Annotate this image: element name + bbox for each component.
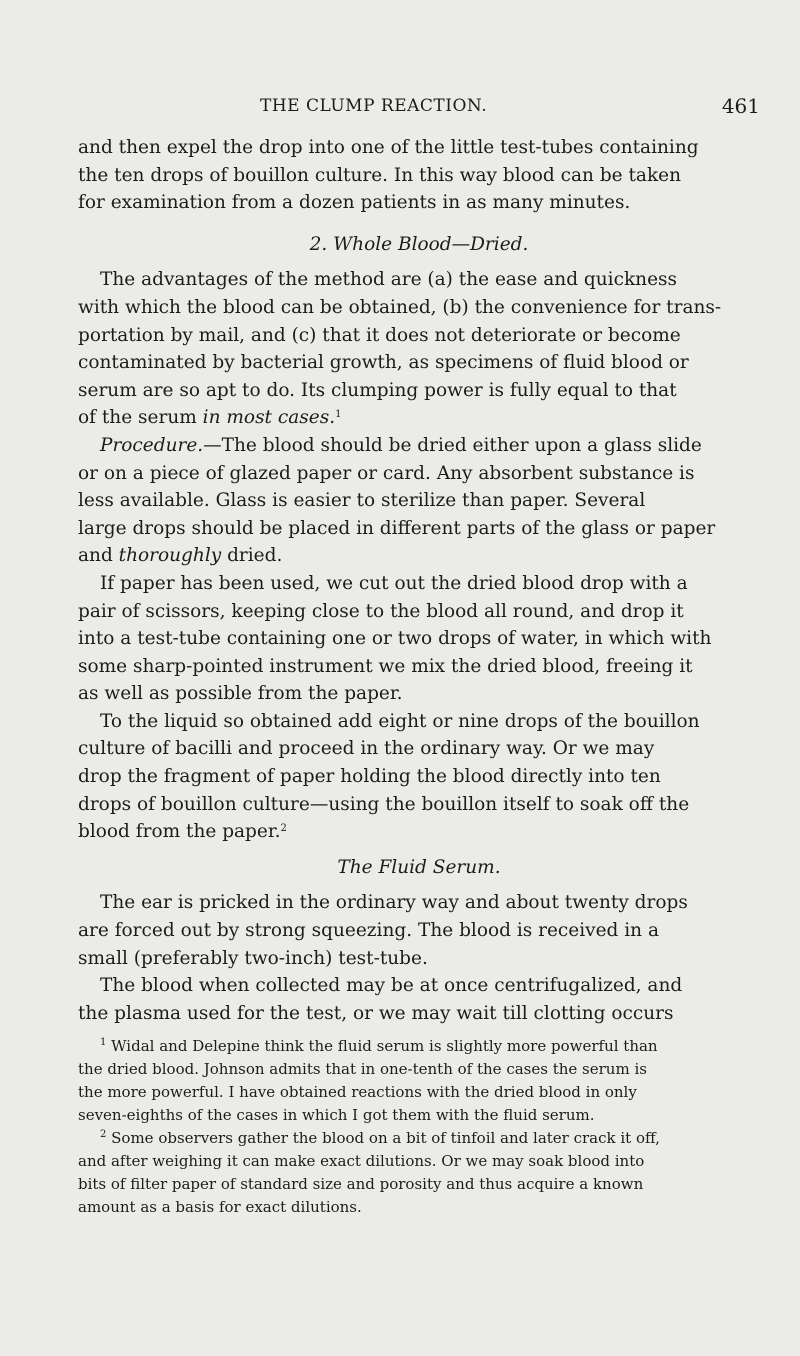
text-line: contaminated by bacterial growth, as specimens of fluid blood or [78, 352, 689, 374]
footnote-line: $^1$ Widal and Delepine think the fluid serum is slightly more powerful than [100, 1037, 658, 1056]
running-title: THE CLUMP REACTION. [260, 96, 488, 116]
footnote-line: the more powerful. I have obtained reactions with the dried blood in only [78, 1083, 637, 1102]
text-line: small (preferably two-inch) test-tube. [78, 947, 428, 969]
text-line: To the liquid so obtained add eight or nine drops of the bouillon [100, 710, 700, 732]
text-line: blood from the paper.$^2$ [78, 821, 287, 843]
section-heading-whole-blood-dried: 2. Whole Blood—Dried. [309, 233, 529, 255]
footnote-line: seven-eighths of the cases in which I got them with the fluid serum. [78, 1106, 595, 1125]
paragraph-continued [78, 134, 760, 217]
footnote-line: amount as a basis for exact dilutions. [78, 1198, 362, 1217]
text-line: large drops should be placed in different parts of the glass or paper [78, 517, 716, 539]
run-in-heading: Procedure. [100, 434, 204, 456]
footnote-line: bits of filter paper of standard size and porosity and thus acquire a known [78, 1175, 644, 1194]
footnote-line: $^2$ Some observers gather the blood on a bit of tinfoil and later crack it off, [100, 1129, 660, 1148]
text-line: The ear is pricked in the ordinary way and about twenty drops [100, 892, 688, 914]
page-header [78, 96, 760, 126]
text-line: of the serum in most cases.$^1$ [78, 407, 342, 429]
paragraph-centrifuge [78, 972, 760, 1027]
text-line: and thoroughly dried. [78, 545, 283, 567]
footnote-marker: 2 [100, 1129, 107, 1141]
footnote-ref: 2 [280, 823, 287, 835]
paragraph-liquid [78, 708, 760, 846]
text-line: the plasma used for the test, or we may wait till clotting occurs [78, 1002, 674, 1024]
text-line: as well as possible from the paper. [78, 683, 403, 705]
page-body [78, 134, 760, 1219]
text-line: portation by mail, and (c) that it does not deteriorate or become [78, 324, 681, 346]
text-line: the ten drops of bouillon culture. In this way blood can be taken [78, 164, 682, 186]
text-line: or on a piece of glazed paper or card. Any absorbent substance is [78, 462, 695, 484]
section-heading-fluid-serum: The Fluid Serum. [337, 856, 501, 878]
paragraph-paper [78, 570, 760, 708]
text-line: with which the blood can be obtained, (b) the convenience for trans- [78, 296, 722, 318]
footnote-2 [78, 1127, 760, 1219]
text-line: drop the fragment of paper holding the blood directly into ten [78, 766, 661, 788]
text-line: culture of bacilli and proceed in the ordinary way. Or we may [78, 738, 655, 760]
footnote-1 [78, 1035, 760, 1127]
text-line: some sharp-pointed instrument we mix the dried blood, freeing it [78, 655, 693, 677]
footnotes [78, 1035, 760, 1219]
page-number: 461 [721, 94, 760, 118]
text-line: for examination from a dozen patients in as many minutes. [78, 192, 631, 214]
paragraph-procedure [78, 432, 760, 570]
text-line: are forced out by strong squeezing. The blood is received in a [78, 920, 659, 942]
text-line: into a test-tube containing one or two drops of water, in which with [78, 628, 712, 650]
footnote-line: and after weighing it can make exact dilutions. Or we may soak blood into [78, 1152, 645, 1171]
text-line: The blood when collected may be at once centrifugalized, and [100, 975, 683, 997]
text-line: If paper has been used, we cut out the dried blood drop with a [100, 572, 688, 594]
paragraph-ear [78, 889, 760, 972]
footnote-marker: 1 [100, 1037, 107, 1049]
emphasis-text: in most cases. [202, 407, 336, 429]
footnote-ref: 1 [335, 409, 342, 421]
emphasis-text: thoroughly [118, 545, 222, 567]
text-line: serum are so apt to do. Its clumping power is fully equal to that [78, 379, 677, 401]
text-line: The advantages of the method are (a) the ease and quickness [100, 269, 678, 291]
text-line: and then expel the drop into one of the little test-tubes containing [78, 137, 699, 158]
footnote-line: the dried blood. Johnson admits that in one-tenth of the cases the serum is [78, 1060, 647, 1079]
text-line: drops of bouillon culture—using the bouillon itself to soak off the [78, 793, 690, 815]
paragraph-advantages [78, 266, 760, 432]
text-line: pair of scissors, keeping close to the blood all round, and drop it [78, 600, 684, 622]
text-line: less available. Glass is easier to sterilize than paper. Several [78, 490, 646, 512]
text-line: Procedure.—The blood should be dried either upon a glass slide [100, 434, 702, 456]
